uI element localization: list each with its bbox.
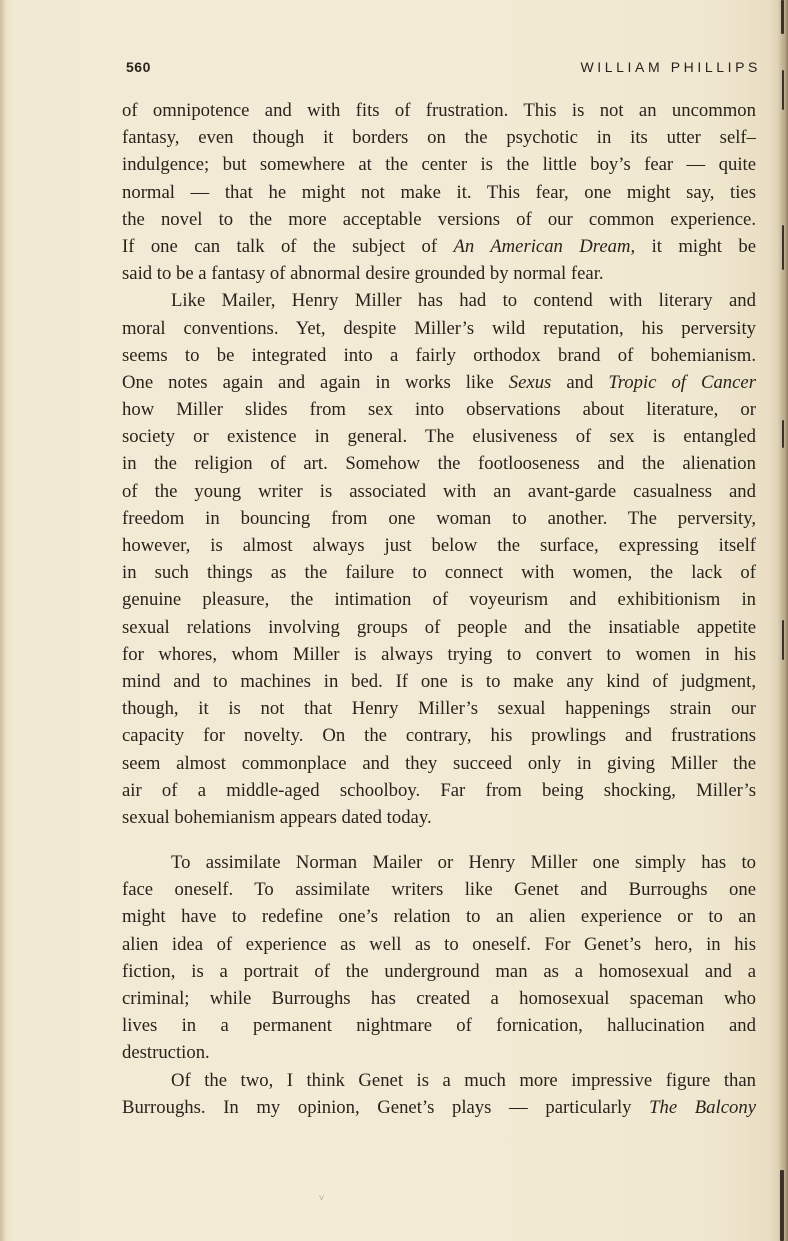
text-line	[122, 668, 756, 695]
text-run: though, it is not that Henry Miller’s sexual happenings strain our	[122, 698, 756, 720]
text-line	[122, 958, 756, 985]
text-line	[122, 206, 756, 233]
text-line	[122, 97, 756, 124]
text-line	[122, 641, 756, 668]
text-line	[122, 1094, 756, 1121]
text-line	[122, 396, 756, 423]
text-run: Like Mailer, Henry Miller has had to contend with literary and	[171, 290, 756, 312]
paragraph	[122, 849, 756, 1067]
text-run: however, is almost always just below the surface, expressing itself	[122, 535, 756, 556]
text-run: it might be	[635, 235, 756, 257]
text-run: the novel to the more acceptable versions of our common experience.	[122, 208, 756, 230]
paragraph	[122, 287, 756, 831]
text-run: seems to be integrated into a fairly orthodox brand of bohemianism.	[122, 344, 756, 366]
ink-speck: ˅	[319, 1193, 325, 1203]
running-header	[126, 59, 761, 79]
text-line	[122, 876, 756, 903]
text-run: of the young writer is associated with an avant-garde casualness and	[122, 480, 756, 502]
text-line	[122, 903, 756, 930]
text-line	[122, 151, 756, 178]
text-line	[122, 559, 756, 586]
text-line	[122, 233, 756, 260]
page-edge-mark	[781, 0, 784, 34]
text-run: indulgence; but somewhere at the center is the little boy’s fear — quite	[122, 154, 756, 176]
text-line	[122, 586, 756, 613]
text-run: If one can talk of the subject of	[122, 235, 454, 257]
paragraph	[122, 97, 756, 287]
text-run: normal — that he might not make it. This fear, one might say, ties	[122, 181, 756, 203]
text-run: society or existence in general. The elusiveness of sex is entangled	[122, 426, 756, 448]
page-edge-mark	[782, 620, 784, 660]
text-line	[122, 1039, 756, 1066]
text-run: freedom in bouncing from one woman to another. The perversity,	[122, 507, 756, 529]
text-run: how Miller slides from sex into observations about literature, or	[122, 399, 756, 421]
italic-title: Sexus	[508, 371, 552, 393]
text-run: fantasy, even though it borders on the psychotic in its utter self–	[122, 127, 756, 149]
text-run: seem almost commonplace and they succeed only in giving Miller the	[122, 752, 756, 774]
text-run: One notes again and again in works like	[122, 371, 509, 393]
text-run: air of a middle-aged schoolboy. Far from being shocking, Miller’s	[122, 779, 756, 801]
text-run: capacity for novelty. On the contrary, his prowlings and frustrations	[122, 725, 756, 747]
page-edge-mark	[782, 70, 784, 110]
text-line	[122, 722, 756, 749]
text-line	[122, 124, 756, 151]
text-run: Of the two, I think Genet is a much more impressive figure than	[171, 1069, 756, 1091]
text-run: of omnipotence and with fits of frustration. This is not an uncommon	[122, 100, 756, 121]
text-run: face oneself. To assimilate writers like Genet and Burroughs one	[122, 879, 756, 901]
text-line	[122, 614, 756, 641]
text-line	[122, 1012, 756, 1039]
running-head-author: WILLIAM PHILLIPS	[580, 59, 761, 75]
text-run: alien idea of experience as well as to oneself. For Genet’s hero, in his	[122, 933, 756, 955]
text-line	[122, 1067, 756, 1094]
text-line	[122, 985, 756, 1012]
page-gutter-shadow	[0, 0, 6, 1241]
text-line	[122, 777, 756, 804]
text-run: lives in a permanent nightmare of fornication, hallucination and	[122, 1015, 756, 1037]
text-run: in the religion of art. Somehow the footlooseness and the alienation	[122, 453, 756, 475]
text-run: sexual relations involving groups of people and the insatiable appetite	[122, 616, 756, 638]
text-line	[122, 342, 756, 369]
italic-title: Tropic of Cancer	[608, 371, 756, 393]
text-run: To assimilate Norman Mailer or Henry Miller one simply has to	[171, 852, 756, 874]
text-line	[122, 849, 756, 876]
page-edge-mark	[780, 1170, 784, 1241]
text-run: criminal; while Burroughs has created a homosexual spaceman who	[122, 988, 756, 1009]
text-run: for whores, whom Miller is always trying to convert to women in his	[122, 643, 756, 665]
text-run: Burroughs. In my opinion, Genet’s plays — particularly	[122, 1096, 650, 1118]
text-line	[122, 179, 756, 206]
text-line	[122, 315, 756, 342]
text-run: said to be a fantasy of abnormal desire grounded by normal fear.	[122, 263, 604, 285]
text-run: genuine pleasure, the intimation of voyeurism and exhibitionism in	[122, 589, 756, 611]
page-number: 560	[126, 59, 151, 75]
text-run: destruction.	[122, 1042, 210, 1064]
paragraph	[122, 1067, 756, 1121]
text-line	[122, 505, 756, 532]
text-run: might have to redefine one’s relation to an alien experience or to an	[122, 906, 756, 928]
text-run: mind and to machines in bed. If one is to make any kind of judgment,	[122, 670, 756, 692]
text-run: moral conventions. Yet, despite Miller’s wild reputation, his perversity	[122, 317, 756, 339]
text-run: and	[551, 371, 609, 393]
paragraph-gap	[122, 831, 756, 849]
italic-title: An American Dream,	[453, 235, 636, 257]
text-line	[122, 478, 756, 505]
text-line	[122, 369, 756, 396]
body-text	[122, 97, 756, 1121]
text-run: in such things as the failure to connect with women, the lack of	[122, 562, 756, 584]
text-line	[122, 931, 756, 958]
text-line	[122, 260, 756, 287]
text-run: sexual bohemianism appears dated today.	[122, 806, 432, 828]
text-line	[122, 287, 756, 314]
text-run: fiction, is a portrait of the underground man as a homosexual and a	[122, 960, 756, 982]
text-line	[122, 804, 756, 831]
text-line	[122, 423, 756, 450]
text-line	[122, 695, 756, 722]
text-line	[122, 450, 756, 477]
text-line	[122, 750, 756, 777]
page-edge-mark	[782, 225, 784, 270]
italic-title: The Balcony	[649, 1096, 756, 1118]
page-edge-mark	[782, 420, 784, 448]
text-line	[122, 532, 756, 559]
